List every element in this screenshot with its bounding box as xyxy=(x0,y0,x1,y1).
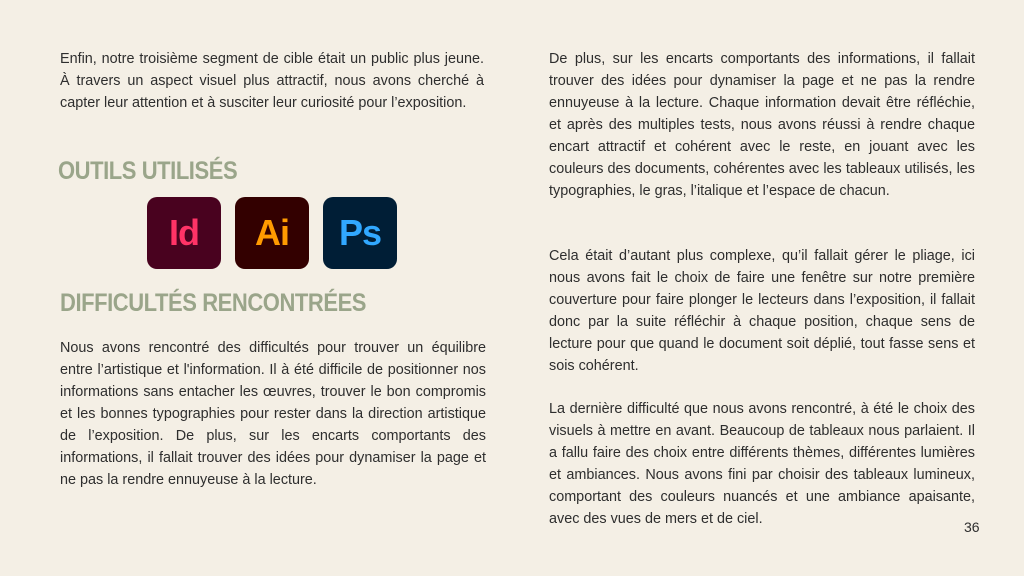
tools-icons-row xyxy=(147,197,397,269)
photoshop-icon-label: Ps xyxy=(338,212,382,253)
right-paragraph-2: Cela était d’autant plus complexe, qu’il fallait gérer le pliage, ici nous avons fait le choix de faire une fenêtre sur notre première couverture pour faire plonger le lecteurs dans l’exposition, il fallait donc par la suite réfléchir à chaque position, chaque sens de lecture pour que quand le document soit déplié, tout fasse sens et sois cohérent. xyxy=(549,248,975,374)
indesign-icon-label: Id xyxy=(169,212,199,253)
tools-heading: OUTILS UTILISÉS xyxy=(58,157,238,185)
difficulties-paragraph: Nous avons rencontré des difficultés pour trouver un équilibre entre l’artistique et l'information. Il à été difficile de positionner nos informations sans entacher les œuvres, trouver le bon compromis et les bonnes typographies pour rester dans la direction artistique de l’exposition. De plus, sur les encarts comportants des informations, il fallait trouver des idées pour dynamiser la page et ne pas la rendre ennuyeuse à la lecture. xyxy=(60,340,486,488)
indesign-icon xyxy=(147,197,221,269)
page-number: 36 xyxy=(964,519,980,535)
illustrator-icon-label: Ai xyxy=(255,212,289,253)
photoshop-icon xyxy=(323,197,397,269)
intro-paragraph: Enfin, notre troisième segment de cible était un public plus jeune. À travers un aspect visuel plus attractif, nous avons cherché à capter leur attention et à susciter leur curiosité pour l’exposition. xyxy=(60,51,484,111)
illustrator-icon xyxy=(235,197,309,269)
right-paragraph-3: La dernière difficulté que nous avons rencontré, à été le choix des visuels à mettre en avant. Beaucoup de tableaux nous parlaient. Il a fallu faire des choix entre différents thèmes, différentes lumières et ambiances. Nous avons fini par choisir des tableaux lumineux, comportant des couleurs nuancés et une ambiance apaisante, avec des vues de mers et de ciel. xyxy=(549,401,975,527)
right-paragraph-1: De plus, sur les encarts comportants des informations, il fallait trouver des idées pour dynamiser la page et ne pas la rendre ennuyeuse à la lecture. Chaque information devait être réfléchie, et après des multiples tests, nous avons réussi à rendre chaque encart attractif et cohérent avec le reste, en jouant avec les couleurs des documents, cohérentes avec les tableaux utilisés, les typographies, le gras, l’italique et l’espace de chacun. xyxy=(549,51,975,199)
difficulties-heading: DIFFICULTÉS RENCONTRÉES xyxy=(60,289,367,317)
